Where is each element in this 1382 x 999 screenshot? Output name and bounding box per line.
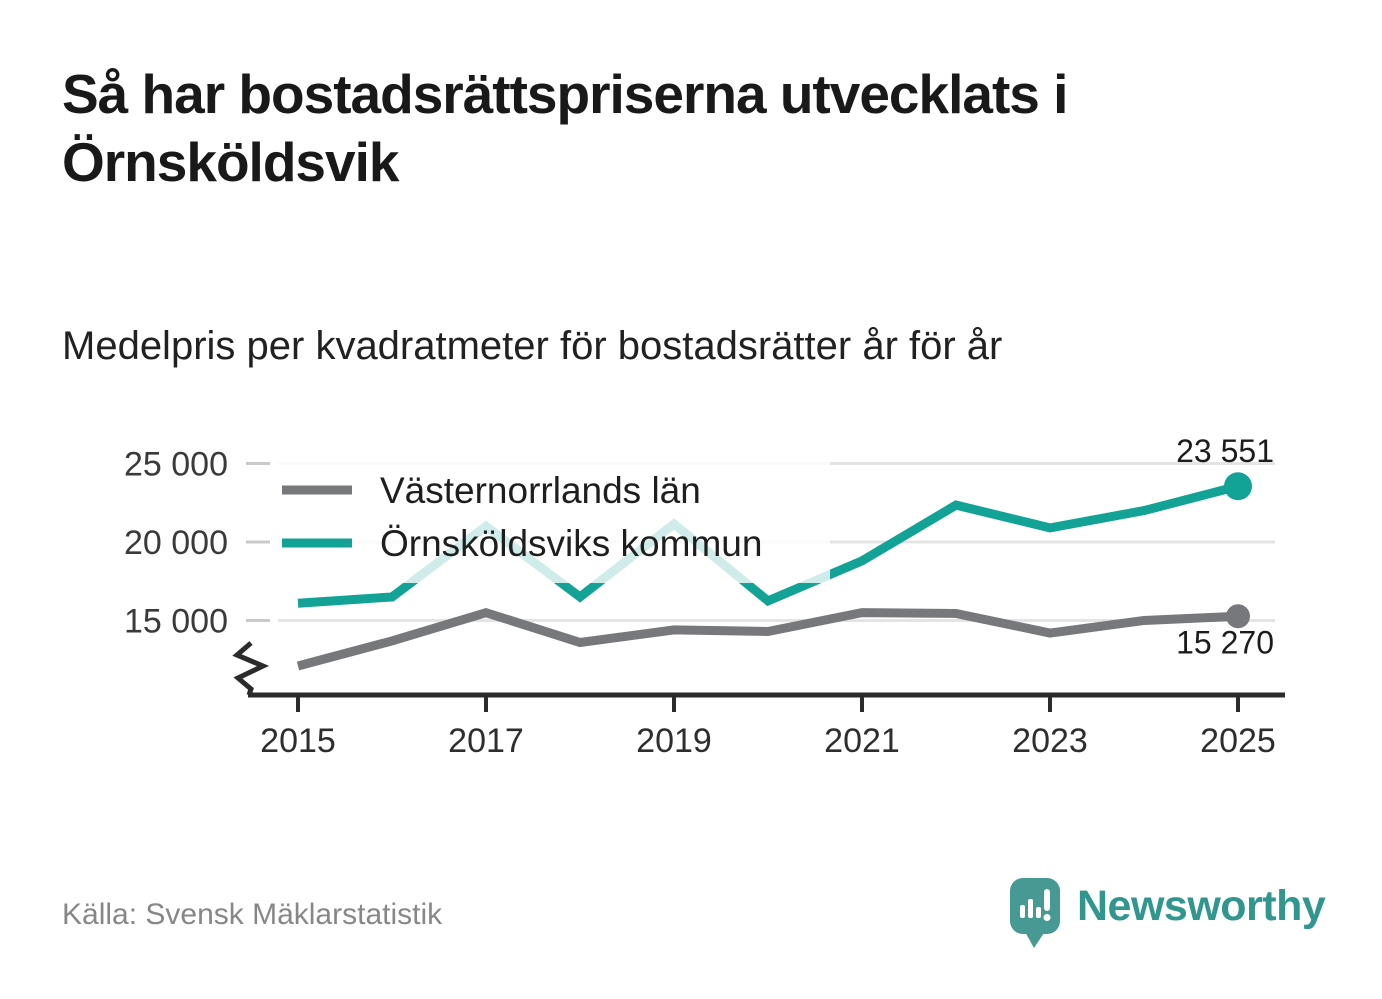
x-axis-label: 2015 [260, 722, 336, 760]
bar-chart-speech-bubble-icon [1010, 878, 1060, 950]
legend-label-v-sternorrlands-l-n: Västernorrlands län [380, 470, 701, 511]
page-title: Så har bostadsrättspriserna utvecklats i Örnsköldsvik [62, 63, 1068, 194]
x-axis-label: 2023 [1012, 722, 1088, 760]
y-axis-label: 15 000 [124, 602, 228, 641]
price-trend-line-chart [0, 400, 1382, 780]
end-dot-rnsk-ldsviks-kommun [1224, 472, 1252, 500]
newsworthy-logo [1010, 878, 1325, 950]
x-axis-label: 2025 [1200, 722, 1276, 760]
y-axis-label: 20 000 [124, 524, 228, 562]
chart-subtitle: Medelpris per kvadratmeter för bostadsrätter år för år [62, 324, 1003, 368]
source-note: Källa: Svensk Mäklarstatistik [62, 898, 443, 931]
y-axis-label: 25 000 [124, 445, 228, 484]
end-label-rnsk-ldsviks-kommun: 23 551 [1176, 433, 1274, 470]
x-axis-label: 2019 [636, 722, 712, 760]
x-axis-label: 2017 [448, 722, 524, 760]
legend-label-rnsk-ldsviks-kommun: Örnsköldsviks kommun [380, 523, 763, 564]
x-axis-label: 2021 [824, 722, 900, 760]
end-label-v-sternorrlands-l-n: 15 270 [1176, 624, 1274, 661]
brand-wordmark: Newsworthy [1077, 882, 1326, 930]
axis-break-icon [237, 643, 263, 695]
